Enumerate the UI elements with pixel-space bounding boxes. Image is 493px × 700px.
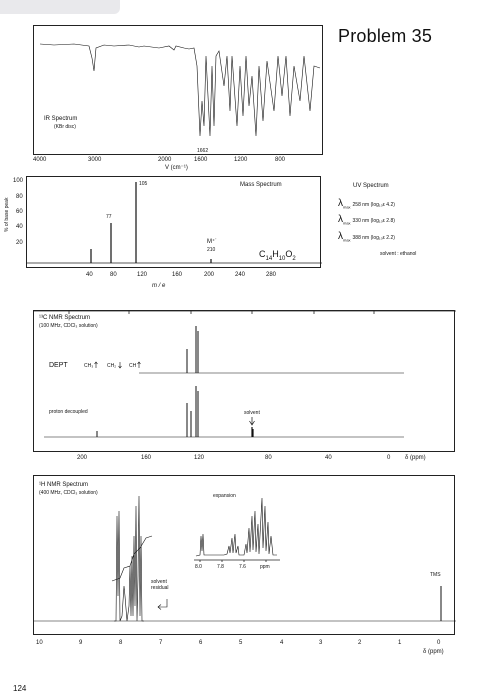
h1-x-tick: 9: [79, 640, 83, 646]
h1-x-tick: 10: [36, 640, 43, 646]
expansion-trace: [196, 498, 277, 556]
h1-x-tick: 2: [358, 640, 362, 646]
expansion-tick: 7.6: [239, 564, 246, 570]
dept-ch2-label: CH₂: [107, 363, 117, 369]
uv-line: $\lambda_{max}$ 388 nm (log₁₀ε 2.2): [338, 231, 395, 243]
top-edge-shade: [0, 0, 120, 14]
mass-y-tick: 100: [13, 178, 24, 184]
c13-solvent-label: solvent: [244, 410, 260, 416]
mass-y-tick: 80: [16, 194, 23, 200]
expansion-tick: 7.8: [217, 564, 224, 570]
h1-aromatic-signal: [114, 496, 144, 621]
problem-title: Problem 35: [338, 26, 433, 46]
ir-x-tick: 3000: [88, 157, 102, 163]
expansion-label: expansion: [213, 493, 236, 499]
ir-sublabel: (KBr disc): [54, 124, 76, 130]
uv-line: $\lambda_{max}$ 258 nm (log₁₀ε 4.2): [338, 198, 395, 210]
h1-x-tick: 8: [119, 640, 123, 646]
c13-sublabel: (100 MHz, CDCl₃ solution): [39, 323, 98, 329]
ir-spectrum-trace: [40, 44, 320, 136]
mass-x-tick: 40: [86, 272, 93, 278]
molecular-ion-label: M⁺˙: [207, 239, 218, 245]
mass-x-tick: 160: [172, 272, 183, 278]
dept-ch-label: CH: [129, 363, 137, 369]
solvent-residual-label: residual: [151, 585, 169, 591]
c13-x-tick: 0: [387, 455, 391, 461]
molecular-formula: $C_{14}H_{10}O_2$: [259, 249, 296, 262]
mass-x-tick: 120: [137, 272, 148, 278]
dept-label: DEPT: [49, 362, 68, 369]
ir-x-tick: 4000: [33, 157, 47, 163]
mass-y-tick: 20: [16, 240, 23, 246]
h1-x-tick: 7: [159, 640, 163, 646]
uv-line: $\lambda_{max}$ 330 nm (log₁₀ε 2.8): [338, 214, 395, 226]
h1-nmr-panel: [33, 475, 455, 635]
h1-x-tick: 4: [280, 640, 284, 646]
ir-x-axis-label: V (cm⁻¹): [165, 165, 188, 171]
h1-x-tick: 5: [239, 640, 243, 646]
h1-sublabel: (400 MHz, CDCl₃ solution): [39, 490, 98, 496]
c13-x-tick: 200: [77, 455, 88, 461]
c13-x-tick: 80: [265, 455, 272, 461]
c13-nmr-plot: [34, 311, 456, 453]
tms-label: TMS: [430, 572, 441, 578]
c13-x-axis-label: δ (ppm): [405, 455, 426, 461]
uv-solvent: solvent : ethanol: [380, 251, 417, 257]
mass-peak-label: 77: [106, 214, 112, 220]
expansion-tick: 8.0: [195, 564, 202, 570]
dept-ch-arrow: [138, 362, 141, 368]
ir-spectrum-plot: [34, 26, 324, 156]
proton-decoupled-label: proton decoupled: [49, 409, 88, 415]
h1-nmr-plot: [34, 476, 456, 636]
dept-ch3-arrow: [95, 362, 98, 368]
ir-x-tick: 2000: [158, 157, 172, 163]
mass-x-tick: 200: [204, 272, 215, 278]
ir-peak-label: 1662: [197, 148, 209, 154]
molecular-ion-mass: 210: [207, 247, 216, 253]
solvent-residual-arrow: [158, 599, 167, 610]
ir-x-tick: 800: [275, 157, 286, 163]
c13-x-tick: 40: [325, 455, 332, 461]
ir-spectrum-panel: [33, 25, 323, 155]
h1-x-tick: 3: [319, 640, 323, 646]
mass-x-tick: 80: [110, 272, 117, 278]
c13-label: ¹³C NMR Spectrum: [39, 315, 91, 321]
mass-x-tick: 240: [235, 272, 246, 278]
mass-x-tick: 280: [266, 272, 277, 278]
h1-x-tick: 1: [398, 640, 402, 646]
solvent-residual-label: solvent: [151, 579, 167, 585]
solvent-arrow: [250, 417, 255, 425]
c13-nmr-panel: [33, 310, 455, 452]
mass-x-axis-label: m / e: [152, 283, 166, 289]
dept-ch3-label: CH₃: [84, 363, 94, 369]
dept-ch2-arrow: [119, 362, 122, 368]
h1-x-axis-label: δ (ppm): [423, 649, 444, 655]
uv-title: UV Spectrum: [353, 183, 389, 189]
mass-spectrum-panel: [26, 176, 321, 268]
ir-x-tick: 1600: [194, 157, 208, 163]
mass-y-tick: 60: [16, 209, 23, 215]
h1-x-tick: 0: [437, 640, 441, 646]
ir-x-tick: 1200: [234, 157, 248, 163]
mass-title: Mass Spectrum: [240, 182, 282, 188]
ir-label: IR Spectrum: [44, 116, 78, 122]
mass-y-tick: 40: [16, 224, 23, 230]
mass-y-axis-label: % of base peak: [4, 197, 10, 232]
expansion-unit: ppm: [260, 564, 270, 570]
c13-x-tick: 160: [141, 455, 152, 461]
h1-x-tick: 6: [199, 640, 203, 646]
c13-x-tick: 120: [194, 455, 205, 461]
page-number: 124: [13, 684, 27, 693]
h1-label: ¹H NMR Spectrum: [39, 482, 89, 488]
mass-peak-label: 105: [139, 181, 148, 187]
